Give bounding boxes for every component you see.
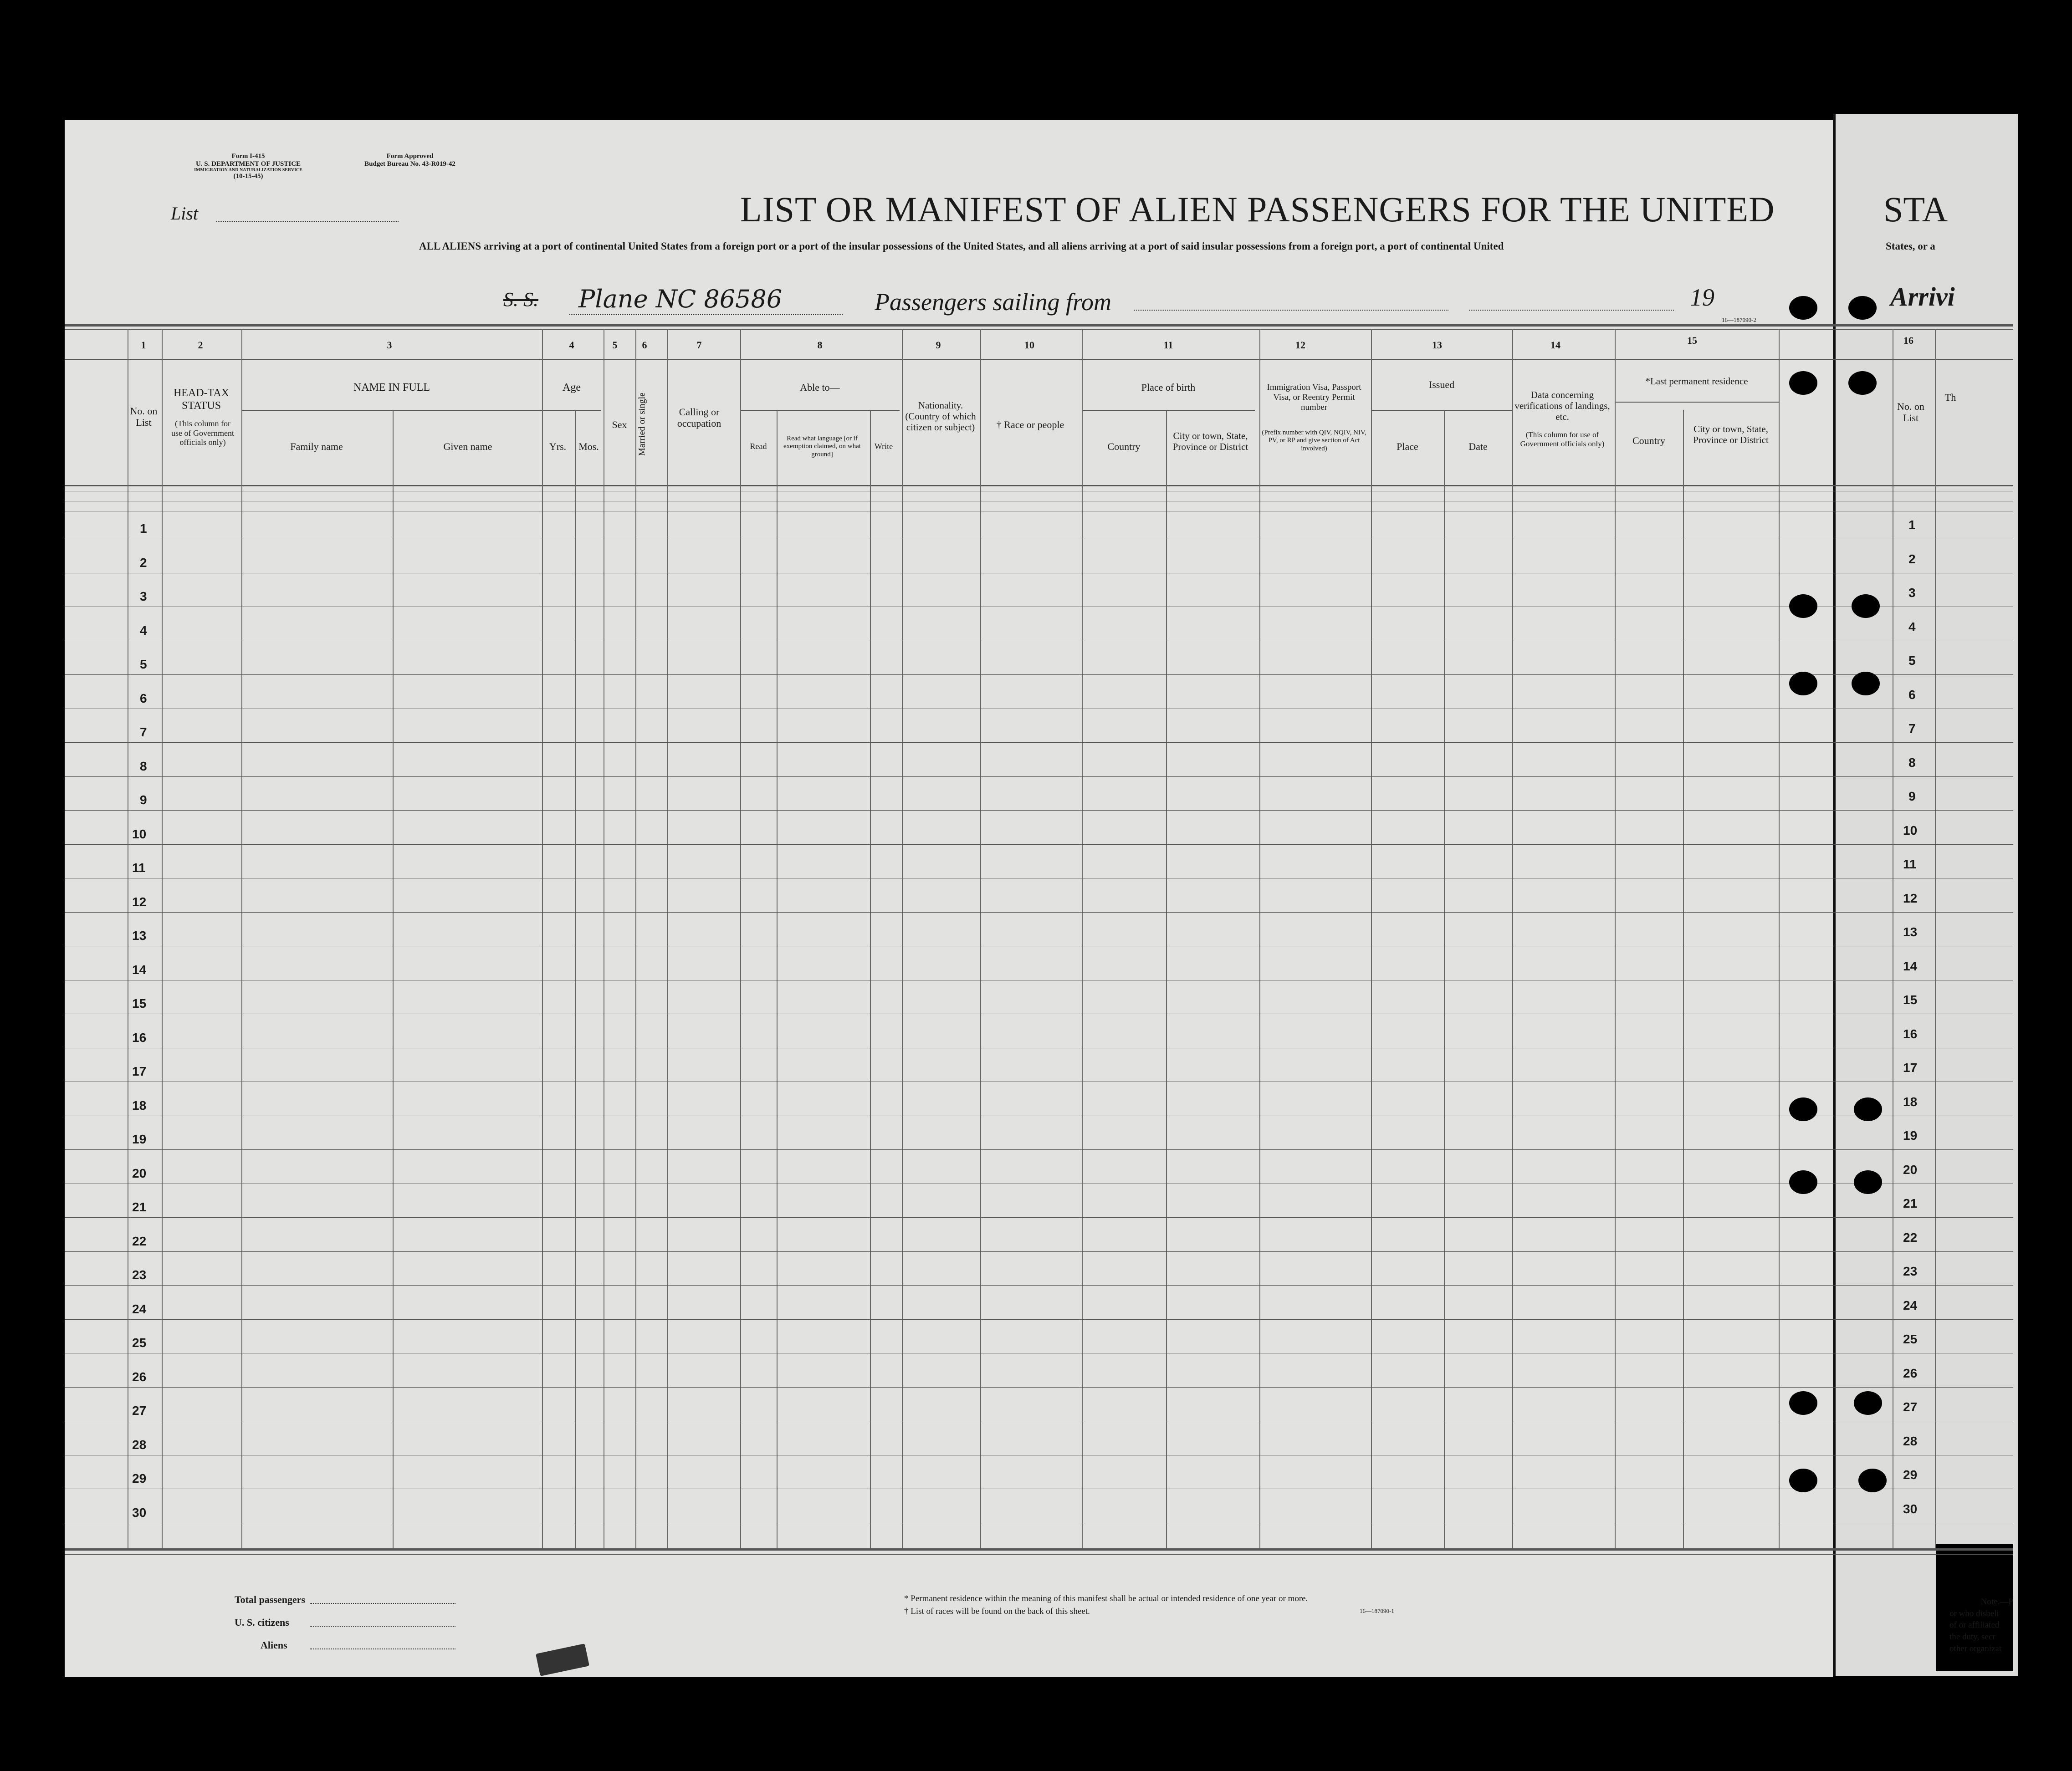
header-read-language: Read what language [or if exemption claimed, on what ground]: [783, 435, 861, 458]
header-family-name: Family name: [290, 441, 343, 452]
row-number: 2: [140, 556, 147, 570]
header-given-name: Given name: [443, 441, 492, 452]
punch-hole: [1858, 1469, 1887, 1492]
row-number: 24: [132, 1302, 147, 1316]
row-number: 27: [132, 1404, 147, 1418]
header-yrs: Yrs.: [549, 441, 567, 452]
row-rule-19: [65, 1149, 2013, 1150]
colnum-15: 15: [1687, 335, 1697, 346]
row-number-right: 10: [1903, 823, 1918, 837]
colnum-6: 6: [642, 339, 647, 351]
page-title-continued: STA: [1883, 189, 1948, 229]
approved-text: Form Approved: [386, 153, 434, 160]
header-mos: Mos.: [578, 441, 599, 452]
ss-label: S. S.: [503, 288, 538, 311]
issued-subheader-rule: [1371, 410, 1512, 411]
punch-hole: [1789, 1170, 1817, 1194]
right-note-line-4: the duty, secr: [1949, 1632, 1995, 1642]
ship-name: Plane NC 86586: [578, 285, 783, 313]
table-bottom-border-inner: [65, 1554, 2013, 1555]
footer-total-line: [310, 1603, 455, 1604]
punch-hole: [1848, 371, 1877, 395]
row-rule-12: [65, 912, 2013, 913]
punch-hole: [1789, 1097, 1817, 1121]
colnum-10: 10: [1024, 339, 1034, 351]
row-rule-23: [65, 1285, 2013, 1286]
header-married: Married or single: [637, 393, 647, 456]
table-top-border: [65, 324, 2013, 327]
row-number-right: 7: [1908, 721, 1916, 735]
column-divider-19: [1444, 410, 1445, 1548]
footer-right-note: [1949, 1596, 2013, 1654]
punch-hole: [1854, 1097, 1882, 1121]
row-number-right: 21: [1903, 1196, 1918, 1210]
row-number: 4: [140, 623, 147, 638]
footer-note-residence: * Permanent residence within the meaning of this manifest shall be actual or intended residence of one year or more.: [904, 1594, 1308, 1603]
form-date: (10-15-45): [233, 173, 263, 180]
header-head-tax-note: (This column for use of Government officials only): [171, 419, 234, 447]
column-divider-8: [635, 329, 636, 1548]
form-id-block: [169, 153, 328, 180]
row-rule-8: [65, 776, 2013, 777]
row-number: 5: [140, 657, 147, 671]
right-note-line-2: or who disbeli: [1949, 1608, 1999, 1618]
row-rule-24: [65, 1319, 2013, 1320]
row-number-right: 8: [1908, 755, 1916, 770]
able-subheader-rule: [740, 410, 900, 411]
header-issued-date: Date: [1468, 441, 1488, 452]
list-line: [216, 221, 399, 222]
colnum-14: 14: [1550, 339, 1560, 351]
row-number-right: 30: [1903, 1502, 1918, 1516]
age-subheader-rule: [542, 410, 601, 411]
punch-hole: [1854, 1170, 1882, 1194]
table-bottom-border: [65, 1548, 2013, 1551]
row-number: 21: [132, 1200, 147, 1214]
column-divider-3: [241, 329, 242, 1548]
footer-note-races: † List of races will be found on the back of this sheet.: [904, 1607, 1090, 1616]
row-number-right: 18: [1903, 1095, 1918, 1109]
row-rule-26: [65, 1387, 2013, 1388]
page-title: LIST OR MANIFEST OF ALIEN PASSENGERS FOR THE UNITED: [740, 189, 1775, 229]
page-subtitle-continued: States, or a: [1886, 240, 1935, 252]
name-subheader-rule: [241, 410, 542, 411]
header-issued: Issued: [1428, 379, 1455, 390]
ship-line: [569, 314, 843, 315]
header-residence-country: Country: [1632, 435, 1666, 446]
row-number: 25: [132, 1336, 147, 1350]
arriving-label: Arrivi: [1890, 282, 1955, 311]
header-bottom-rule: [65, 485, 2013, 486]
footer-citizens-line: [310, 1626, 455, 1627]
manifest-sheet: [65, 120, 1833, 1677]
punch-hole: [1789, 371, 1817, 395]
row-number-right: 27: [1903, 1400, 1918, 1414]
colnum-11: 11: [1163, 339, 1173, 351]
row-number: 20: [132, 1166, 147, 1180]
header-place-of-birth: Place of birth: [1141, 382, 1196, 393]
colnum-4: 4: [569, 339, 574, 351]
colnum-7: 7: [696, 339, 702, 351]
row-number-right: 20: [1903, 1163, 1918, 1177]
colnum-13: 13: [1432, 339, 1442, 351]
header-nationality: Nationality. (Country of which citizen or subject): [905, 400, 976, 433]
row-number-right: 26: [1903, 1366, 1918, 1380]
header-no-on-list: No. on List: [130, 405, 158, 429]
punch-hole: [1852, 594, 1880, 618]
column-divider-22: [1683, 410, 1684, 1548]
year-prefix: 19: [1690, 284, 1714, 311]
header-data-note: (This column for use of Government officials only): [1520, 430, 1605, 448]
header-issued-place: Place: [1397, 441, 1418, 452]
header-visa: Immigration Visa, Passport Visa, or Reentry Permit number: [1267, 383, 1361, 412]
row-number: 11: [132, 861, 146, 875]
row-number: 17: [132, 1064, 147, 1078]
row-number-right: 12: [1903, 891, 1918, 905]
service: IMMIGRATION AND NATURALIZATION SERVICE: [194, 168, 302, 173]
column-divider-21: [1615, 329, 1616, 1548]
row-number: 14: [132, 963, 147, 977]
row-number: 23: [132, 1268, 147, 1282]
footer-total-passengers: Total passengers: [235, 1594, 306, 1605]
row-rule-5: [65, 674, 2013, 675]
colnum-9: 9: [936, 339, 941, 351]
header-head-tax: HEAD-TAX STATUS: [173, 387, 230, 412]
residence-subheader-rule: [1615, 402, 1779, 403]
row-number: 22: [132, 1234, 147, 1248]
punch-hole: [1789, 1469, 1817, 1492]
form-number: Form I-415: [231, 153, 265, 160]
row-number-right: 16: [1903, 1027, 1918, 1041]
header-birth-city: City or town, State, Province or District: [1172, 430, 1248, 453]
row-number: 1: [140, 521, 147, 536]
table-top-border-inner: [65, 329, 2013, 330]
row-number: 3: [140, 589, 147, 603]
column-divider-5: [542, 329, 543, 1548]
row-number-right: 22: [1903, 1230, 1918, 1245]
sailing-label: Passengers sailing from: [875, 288, 1112, 316]
colnum-16: 16: [1903, 335, 1913, 346]
header-visa-note: (Prefix number with QIV, NQIV, NIV, PV, or RP and give section of Act involved): [1262, 429, 1366, 452]
row-number-right: 17: [1903, 1061, 1918, 1075]
birth-subheader-rule: [1082, 410, 1255, 411]
colnum-1: 1: [141, 339, 146, 351]
row-number: 29: [132, 1471, 147, 1485]
row-number: 26: [132, 1370, 147, 1384]
row-number: 30: [132, 1506, 147, 1520]
row-number-right: 9: [1908, 789, 1916, 803]
row-number: 6: [140, 691, 147, 705]
header-birth-country: Country: [1107, 441, 1141, 452]
budget-text: Budget Bureau No. 43-R019-42: [364, 160, 455, 168]
row-number-right: 15: [1903, 993, 1918, 1007]
row-number-right: 28: [1903, 1434, 1918, 1448]
row-rule-21: [65, 1217, 2013, 1218]
row-rule-22: [65, 1251, 2013, 1252]
header-col-continued: Th: [1944, 392, 1956, 403]
date-line: [1469, 310, 1674, 311]
punch-hole: [1789, 1391, 1817, 1415]
header-able-to: Able to—: [800, 382, 840, 393]
colnum-2: 2: [198, 339, 203, 351]
column-divider-11: [777, 410, 778, 1548]
column-divider-17: [1259, 329, 1260, 1548]
column-divider-10: [740, 329, 741, 1548]
column-divider-16: [1166, 410, 1167, 1548]
row-number: 19: [132, 1132, 147, 1146]
row-number-right: 24: [1903, 1298, 1918, 1312]
header-read: Read: [750, 442, 767, 451]
form-code: 16—187090-2: [1722, 316, 1756, 323]
row-number-right: 3: [1908, 586, 1916, 600]
header-write: Write: [874, 442, 893, 451]
column-divider-25: [1935, 329, 1936, 1548]
row-number: 10: [132, 827, 147, 841]
header-name-in-full: NAME IN FULL: [353, 382, 430, 393]
punch-hole: [1852, 672, 1880, 695]
footer-code: 16—187090-1: [1360, 1608, 1394, 1614]
row-number-right: 29: [1903, 1468, 1918, 1482]
punch-hole: [1789, 296, 1817, 320]
colnum-8: 8: [817, 339, 823, 351]
row-rule-10: [65, 844, 2013, 845]
row-number-right: 5: [1908, 653, 1916, 668]
right-note-line-1: Note.—P: [1980, 1597, 2013, 1607]
row-number: 28: [132, 1438, 147, 1452]
row-number-right: 25: [1903, 1332, 1918, 1346]
row-number-right: 1: [1908, 518, 1916, 532]
column-number-rule: [65, 359, 2013, 360]
header-calling: Calling or occupation: [677, 406, 721, 429]
column-divider-20: [1512, 329, 1513, 1548]
colnum-3: 3: [387, 339, 392, 351]
header-race: † Race or people: [996, 419, 1064, 430]
row-rule-9: [65, 810, 2013, 811]
column-divider-2: [162, 329, 163, 1548]
column-divider-18: [1371, 329, 1372, 1548]
header-data-concerning: Data concerning verifications of landings, etc.: [1514, 389, 1610, 423]
punch-hole: [1789, 672, 1817, 695]
row-number: 9: [140, 793, 147, 807]
row-number: 18: [132, 1098, 147, 1113]
row-number-right: 23: [1903, 1264, 1918, 1278]
row-number-right: 2: [1908, 552, 1916, 566]
header-sex: Sex: [612, 419, 627, 430]
header-age: Age: [563, 382, 581, 393]
column-divider-9: [667, 329, 668, 1548]
row-number-right: 13: [1903, 925, 1918, 939]
row-number-right: 19: [1903, 1128, 1918, 1143]
footer-aliens: Aliens: [261, 1639, 287, 1651]
colnum-12: 12: [1295, 339, 1305, 351]
approval-block: [346, 153, 474, 168]
right-note-line-5: other organizat: [1949, 1643, 2002, 1654]
punch-hole: [1854, 1391, 1882, 1415]
page-subtitle: ALL ALIENS arriving at a port of continental United States from a foreign port or a port of the insular possessions of the United States, and all aliens arriving at a port of said insular possessions from a foreign port, a port of continental United: [419, 240, 1504, 252]
row-number-right: 4: [1908, 620, 1916, 634]
column-divider-6: [575, 410, 576, 1548]
row-number: 13: [132, 929, 147, 943]
column-divider-15: [1082, 329, 1083, 1548]
row-number: 12: [132, 895, 147, 909]
list-label: List: [171, 203, 199, 224]
column-divider-14: [980, 329, 981, 1548]
row-number: 15: [132, 996, 147, 1011]
row-number-right: 14: [1903, 959, 1918, 973]
column-divider-4: [393, 410, 394, 1548]
department: U. S. DEPARTMENT OF JUSTICE: [195, 160, 301, 168]
header-no-on-list-16: No. on List: [1897, 401, 1924, 424]
row-number: 16: [132, 1031, 147, 1045]
row-number: 8: [140, 759, 147, 773]
colnum-5: 5: [612, 339, 618, 351]
column-divider-23: [1779, 329, 1780, 1548]
footer-us-citizens: U. S. citizens: [235, 1617, 289, 1628]
header-last-residence: *Last permanent residence: [1645, 376, 1748, 387]
punch-hole: [1848, 296, 1877, 320]
manifest-sheet-continuation: [1833, 114, 2018, 1676]
row-rule-7: [65, 742, 2013, 743]
header-residence-city: City or town, State, Province or District: [1693, 424, 1769, 446]
sailing-line: [1134, 310, 1448, 311]
right-note-line-3: of or affiliated: [1949, 1620, 2000, 1630]
column-divider-12: [870, 410, 871, 1548]
row-number-right: 6: [1908, 688, 1916, 702]
column-divider-13: [902, 329, 903, 1548]
row-number-right: 11: [1903, 857, 1917, 871]
punch-hole: [1789, 594, 1817, 618]
row-number: 7: [140, 725, 147, 739]
